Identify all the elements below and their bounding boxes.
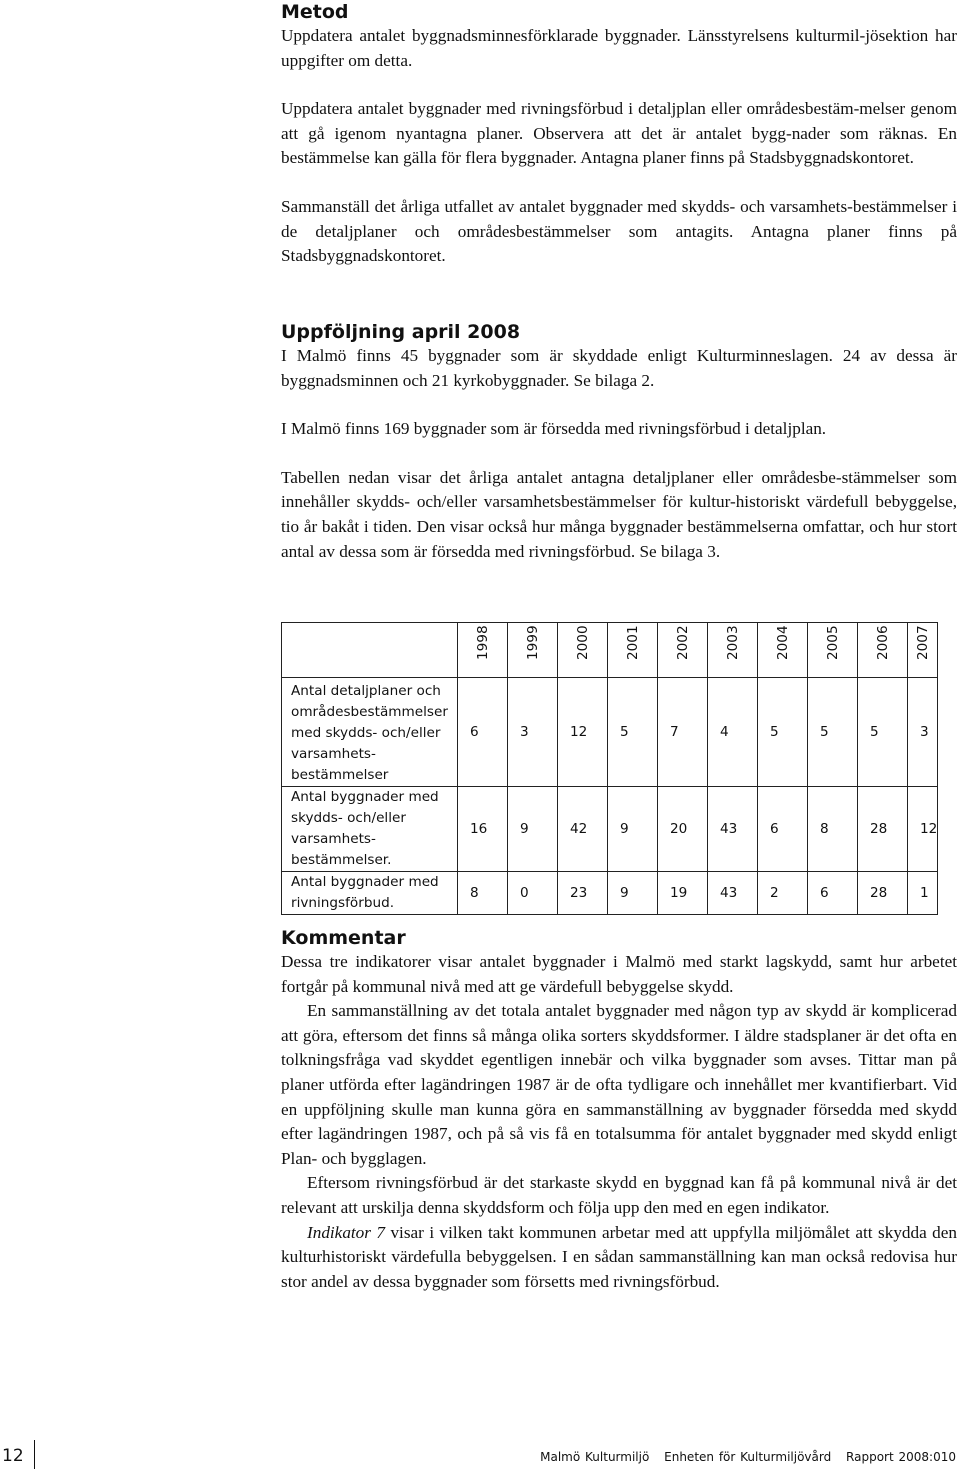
table-cell: 6	[458, 678, 508, 787]
table-cell: 9	[508, 787, 558, 872]
table-cell: 28	[858, 787, 908, 872]
year-header: 2000	[558, 623, 608, 678]
year-header-row	[282, 623, 938, 678]
paragraph: I Malmö finns 169 byggnader som är försedda med rivningsförbud i detaljplan.	[281, 419, 827, 439]
paragraph: I Malmö finns 45 byggnader som är skyddade enligt Kulturminneslagen. 24 av dessa är byggnadsminnen och 21 kyrkobyggnader. Se bilaga 2.	[281, 346, 957, 390]
table-cell: 12	[558, 678, 608, 787]
table-cell: 3	[908, 678, 938, 787]
indicator-reference: Indikator 7	[307, 1222, 386, 1242]
table-cell: 2	[758, 872, 808, 915]
paragraph: Eftersom rivningsförbud är det starkaste skydd en byggnad kan få på kommunal nivå är det relevant att urskilja denna skyddsform och följa upp den med en egen indikator.	[281, 1173, 957, 1217]
year-header: 2005	[808, 623, 858, 678]
metod-section	[281, 0, 957, 269]
table-row	[282, 678, 938, 787]
table-cell: 6	[808, 872, 858, 915]
table-cell: 20	[658, 787, 708, 872]
paragraph: Tabellen nedan visar det årliga antalet antagna detaljplaner eller områdesbe-stämmelser som innehåller skydds- och/eller varsamhetsbestämmelser för kultur-historiskt värdefull bebyggelse, tio år bakåt i tiden. Den visar också hur många byggnader bestämmelserna omfattar, och hur stort antal av dessa som är försedda med rivningsförbud. Se bilaga 3.	[281, 467, 957, 561]
footer-report: Rapport 2008:010	[846, 1450, 956, 1464]
year-header: 2003	[708, 623, 758, 678]
table-cell: 9	[608, 872, 658, 915]
table-cell: 1	[908, 872, 938, 915]
table-cell: 28	[858, 872, 908, 915]
footer-divider	[34, 1440, 35, 1469]
table-cell: 5	[608, 678, 658, 787]
footer-source	[540, 1450, 956, 1464]
paragraph: En sammanställning av det totala antalet byggnader med någon typ av skydd är komplicerad att göra, eftersom det finns så många olika sorters skyddsformer. I äldre stadsplaner är det ofta en tolkningsfråga vad skyddet egentligen innebär och vilka byggnader som avses. Tittar man på planer utförda efter lagändringen 1987 är de ofta tydligare och innehållet mer kvantifierbart. Vid en uppföljning skulle man kunna göra en sammanställning av byggnader försedda med skydd efter lagändringen 1987, och på så vis få en totalsumma för antalet byggnader med skydd enligt Plan- och bygglagen.	[281, 1001, 957, 1168]
table-cell: 42	[558, 787, 608, 872]
year-header: 2007	[908, 623, 938, 678]
paragraph-text: visar i vilken takt kommunen arbetar med att uppfylla miljömålet att skydda den kulturhistoriskt värdefulla bebyggelsen. I en sådan sammanställning kan man också redovisa hur stor andel av dessa byggnader som försetts med rivningsförbud.	[281, 1222, 957, 1291]
section-heading-metod: Metod	[281, 1, 349, 23]
table-cell: 19	[658, 872, 708, 915]
table-cell: 8	[808, 787, 858, 872]
footer-unit: Enheten för Kulturmiljövård	[664, 1450, 832, 1464]
year-header: 1998	[458, 623, 508, 678]
kommentar-section	[281, 926, 957, 1294]
table-cell: 43	[708, 787, 758, 872]
page-footer	[0, 1440, 960, 1469]
table-cell: 9	[608, 787, 658, 872]
row-label: Antal detaljplaner och områdesbestämmelser med skydds- och/eller varsamhets-bestämmelser	[282, 678, 458, 787]
paragraph: Sammanställ det årliga utfallet av antalet byggnader med skydds- och varsamhets-bestämmelser i de detaljplaner och områdesbestämmelser som antagits. Antagna planer finns på Stadsbyggnadskontoret.	[281, 196, 957, 266]
section-heading-kommentar: Kommentar	[281, 927, 406, 949]
uppfoljning-section	[281, 320, 957, 564]
table-cell: 6	[758, 787, 808, 872]
paragraph: Uppdatera antalet byggnadsminnesförklarade byggnader. Länsstyrelsens kulturmil-jösektion har uppgifter om detta.	[281, 26, 957, 70]
paragraph	[281, 1221, 957, 1295]
table-cell: 4	[708, 678, 758, 787]
year-header: 2004	[758, 623, 808, 678]
table-cell: 5	[808, 678, 858, 787]
year-header: 2001	[608, 623, 658, 678]
paragraph: Dessa tre indikatorer visar antalet byggnader i Malmö med starkt lagskydd, samt hur arbetet fortgår på kommunal nivå med att ge värdefull bebyggelse skydd.	[281, 952, 957, 996]
page-number: 12	[2, 1446, 24, 1466]
table-cell: 8	[458, 872, 508, 915]
table-cell: 16	[458, 787, 508, 872]
table-cell: 5	[758, 678, 808, 787]
table-cell: 3	[508, 678, 558, 787]
table-cell: 43	[708, 872, 758, 915]
section-heading-uppfoljning: Uppföljning april 2008	[281, 321, 521, 343]
row-label: Antal byggnader med skydds- och/eller varsamhets-bestämmelser.	[282, 787, 458, 872]
year-header: 1999	[508, 623, 558, 678]
table-row	[282, 787, 938, 872]
header-empty-cell	[282, 623, 458, 678]
footer-publication: Malmö Kulturmiljö	[540, 1450, 650, 1464]
table-cell: 12	[908, 787, 938, 872]
table-row	[282, 872, 938, 915]
row-label: Antal byggnader med rivningsförbud.	[282, 872, 458, 915]
table-cell: 0	[508, 872, 558, 915]
table-cell: 23	[558, 872, 608, 915]
paragraph: Uppdatera antalet byggnader med rivningsförbud i detaljplan eller områdesbestäm-melser genom att gå igenom nyantagna planer. Observera att det är antalet bygg-nader som räknas. En bestämmelse kan gälla för flera byggnader. Antagna planer finns på Stadsbyggnadskontoret.	[281, 99, 957, 168]
year-header: 2002	[658, 623, 708, 678]
table-cell: 7	[658, 678, 708, 787]
table-cell: 5	[858, 678, 908, 787]
indicator-table	[281, 622, 938, 915]
year-header: 2006	[858, 623, 908, 678]
